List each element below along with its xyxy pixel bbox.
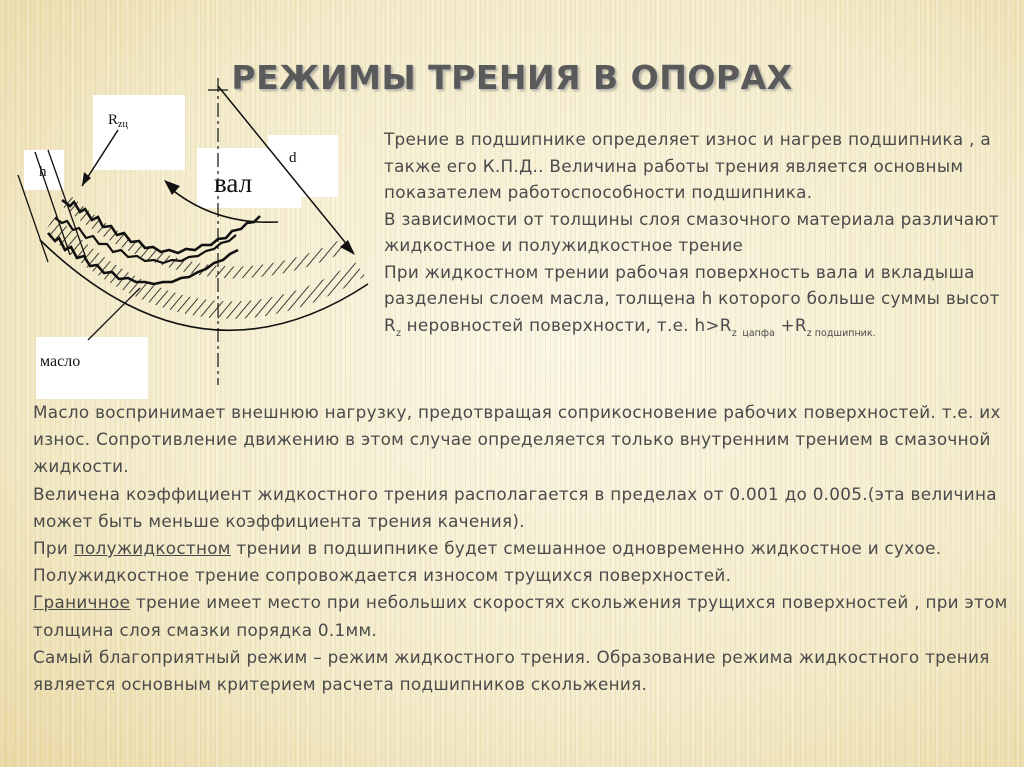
slide-title: РЕЖИМЫ ТРЕНИЯ В ОПОРАХ — [231, 58, 793, 97]
h-label: h — [39, 164, 47, 180]
rzc-label-box — [93, 95, 185, 170]
shaft-label: вал — [214, 168, 253, 198]
main-paragraph-2: Величена коэффициент жидкостного трения располагается в пределах от 0.001 до 0.005.(эта величина может быть меньше коэффициента трения качения). — [33, 483, 997, 531]
d-label: d — [289, 150, 297, 166]
main-paragraph-1: Масло воспринимает внешнюю нагрузку, предотвращая соприкосновение рабочих поверхностей. т.е. их износ. Сопротивление движению в этом случае определяется только внутренним трением в смазочной жидкости. — [33, 402, 1001, 477]
intro-paragraph-2: В зависимости от толщины слоя смазочного материала различают жидкостное и полужидкостное трение — [384, 208, 999, 255]
oil-label: масло — [40, 353, 81, 370]
oil-pointer — [88, 288, 140, 340]
main-paragraph-4: Граничное трение имеет место при небольших скоростях скольжения трущихся поверхностей , при этом толщина слоя смазки порядка 0.1мм. — [33, 592, 1008, 640]
intro-paragraph-3: При жидкостном трении рабочая поверхность вала и вкладыша разделены слоем масла, толщена h которого больше суммы высот $R_z$ неровностей поверхности, т.е. $h>R_z$ $_{цапфа} +R_{z подшипник.}$ — [384, 261, 1000, 339]
bearing-diagram — [0, 70, 380, 400]
main-text — [33, 399, 1018, 698]
boundary-term: Граничное — [33, 592, 131, 613]
main-paragraph-3: При полужидкостном трении в подшипнике будет смешанное одновременно жидкостное и сухое. Полужидкостное трение сопровождается износом трущихся поверхностей. — [33, 538, 942, 586]
main-paragraph-5: Самый благоприятный режим – режим жидкостного трения. Образование режима жидкостного трения является основным критерием расчета подшипников скольжения. — [33, 646, 990, 695]
rotation-arrowhead — [164, 180, 180, 195]
intro-text — [384, 126, 1020, 342]
rzc-label: $R_{zц}$ — [108, 112, 128, 130]
semi-fluid-term: полужидкостном — [73, 538, 231, 559]
intro-paragraph-1: Трение в подшипнике определяет износ и нагрев подшипника , а также его К.П.Д.. Величина работы трения является основным показателем работоспособности подшипника. — [384, 129, 991, 202]
